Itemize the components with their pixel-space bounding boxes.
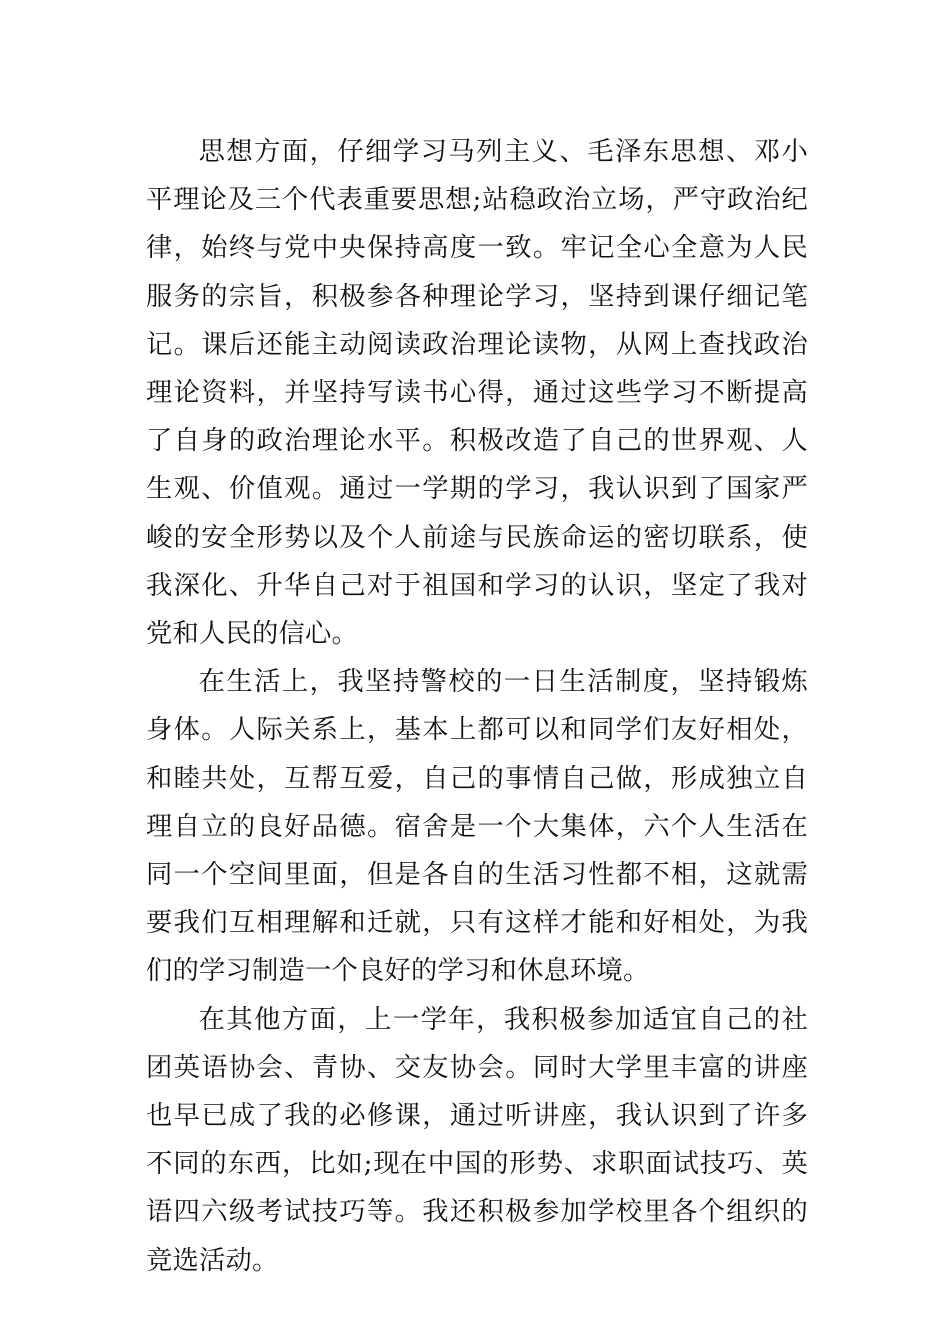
- document-body: [146, 128, 808, 1285]
- paragraph-ideology: 思想方面，仔细学习马列主义、毛泽东思想、邓小平理论及三个代表重要思想;站稳政治立场，严守政治纪律，始终与党中央保持高度一致。牢记全心全意为人民服务的宗旨，积极参各种理论学习，坚持到课仔细记笔记。课后还能主动阅读政治理论读物，从网上查找政治理论资料，并坚持写读书心得，通过这些学习不断提高了自身的政治理论水平。积极改造了自己的世界观、人生观、价值观。通过一学期的学习，我认识到了国家严峻的安全形势以及个人前途与民族命运的密切联系，使我深化、升华自己对于祖国和学习的认识，坚定了我对党和人民的信心。: [146, 137, 808, 650]
- paragraph-life: 在生活上，我坚持警校的一日生活制度，坚持锻炼身体。人际关系上，基本上都可以和同学们友好相处，和睦共处，互帮互爱，自己的事情自己做，形成独立自理自立的良好品德。宿舍是一个大集体，六个人生活在同一个空间里面，但是各自的生活习性都不相，这就需要我们互相理解和迁就，只有这样才能和好相处，为我们的学习制造一个良好的学习和休息环境。: [146, 667, 808, 987]
- paragraph-other: 在其他方面，上一学年，我积极参加适宜自己的社团英语协会、青协、交友协会。同时大学里丰富的讲座也早已成了我的必修课，通过听讲座，我认识到了许多不同的东西，比如;现在中国的形势、求职面试技巧、英语四六级考试技巧等。我还积极参加学校里各个组织的竞选活动。: [146, 1004, 808, 1276]
